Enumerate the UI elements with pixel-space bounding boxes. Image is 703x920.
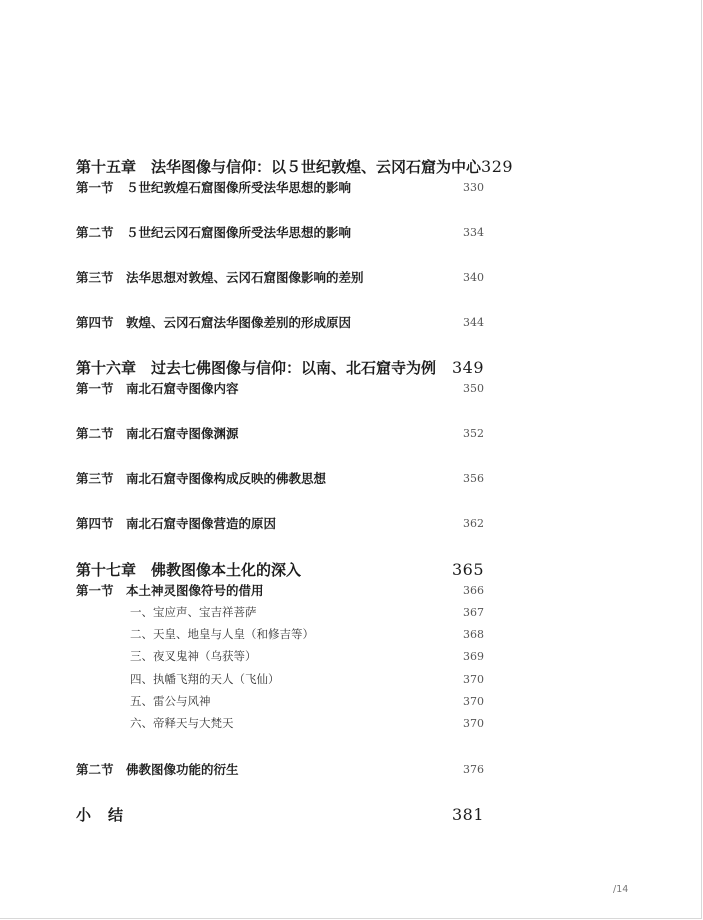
chapter-page: 349 xyxy=(451,357,484,377)
section-page: 344 xyxy=(463,315,484,329)
chapter-page: 365 xyxy=(451,559,484,579)
toc-subsection[interactable] xyxy=(130,667,484,691)
section-page: 352 xyxy=(463,426,484,440)
toc-section[interactable] xyxy=(76,376,484,400)
summary-page: 381 xyxy=(451,804,484,824)
subsection-title: 四、执幡飞翔的天人（飞仙） xyxy=(130,672,280,686)
subsection-title: 一、宝应声、宝吉祥菩萨 xyxy=(130,605,257,619)
toc-section[interactable] xyxy=(76,310,484,334)
toc-section[interactable] xyxy=(76,578,484,602)
toc-section[interactable] xyxy=(76,511,484,535)
section-title: 第四节 南北石窟寺图像营造的原因 xyxy=(76,516,277,531)
section-page: 376 xyxy=(463,762,484,776)
section-title: 第二节 南北石窟寺图像渊源 xyxy=(76,426,239,441)
subsection-page: 367 xyxy=(463,605,484,619)
section-title: 第三节 南北石窟寺图像构成反映的佛教思想 xyxy=(76,471,327,486)
toc-section[interactable] xyxy=(76,265,484,289)
toc-section[interactable] xyxy=(76,175,484,199)
toc-summary[interactable] xyxy=(76,802,484,826)
section-title: 第一节 南北石窟寺图像内容 xyxy=(76,381,239,396)
section-title: 第二节 ５世纪云冈石窟图像所受法华思想的影响 xyxy=(76,225,352,240)
section-title: 第一节 本土神灵图像符号的借用 xyxy=(76,583,264,598)
toc-section[interactable] xyxy=(76,421,484,445)
subsection-page: 370 xyxy=(463,672,484,686)
subsection-title: 五、雷公与风神 xyxy=(130,694,211,708)
subsection-page: 370 xyxy=(463,694,484,708)
toc-subsection[interactable] xyxy=(130,600,484,624)
chapter-page: 329 xyxy=(481,156,514,176)
section-page: 350 xyxy=(463,381,484,395)
section-title: 第二节 佛教图像功能的衍生 xyxy=(76,762,239,777)
chapter-title: 第十六章 过去七佛图像与信仰：以南、北石窟寺为例 xyxy=(76,358,437,377)
toc-section[interactable] xyxy=(76,466,484,490)
section-page: 340 xyxy=(463,270,484,284)
section-page: 362 xyxy=(463,516,484,530)
subsection-title: 六、帝释天与大梵天 xyxy=(130,716,234,730)
chapter-title: 第十五章 法华图像与信仰：以５世纪敦煌、云冈石窟为中心 xyxy=(76,157,482,176)
toc-subsection[interactable] xyxy=(130,689,484,713)
subsection-page: 370 xyxy=(463,716,484,730)
summary-title: 小 结 xyxy=(76,805,125,824)
chapter-title: 第十七章 佛教图像本土化的深入 xyxy=(76,560,302,579)
section-page: 330 xyxy=(463,180,484,194)
toc-section[interactable] xyxy=(76,757,484,781)
section-page: 356 xyxy=(463,471,484,485)
section-page: 334 xyxy=(463,225,484,239)
toc-section[interactable] xyxy=(76,220,484,244)
section-title: 第三节 法华思想对敦煌、云冈石窟图像影响的差别 xyxy=(76,270,364,285)
page-folio: /14 xyxy=(613,884,629,895)
section-title: 第一节 ５世纪敦煌石窟图像所受法华思想的影响 xyxy=(76,180,352,195)
toc-subsection[interactable] xyxy=(130,711,484,735)
subsection-page: 368 xyxy=(463,627,484,641)
toc-subsection[interactable] xyxy=(130,644,484,668)
subsection-title: 二、天皇、地皇与人皇（和修吉等） xyxy=(130,627,314,641)
section-page: 366 xyxy=(463,583,484,597)
section-title: 第四节 敦煌、云冈石窟法华图像差别的形成原因 xyxy=(76,315,352,330)
subsection-page: 369 xyxy=(463,649,484,663)
toc-subsection[interactable] xyxy=(130,622,484,646)
subsection-title: 三、夜叉鬼神（乌获等） xyxy=(130,649,257,663)
